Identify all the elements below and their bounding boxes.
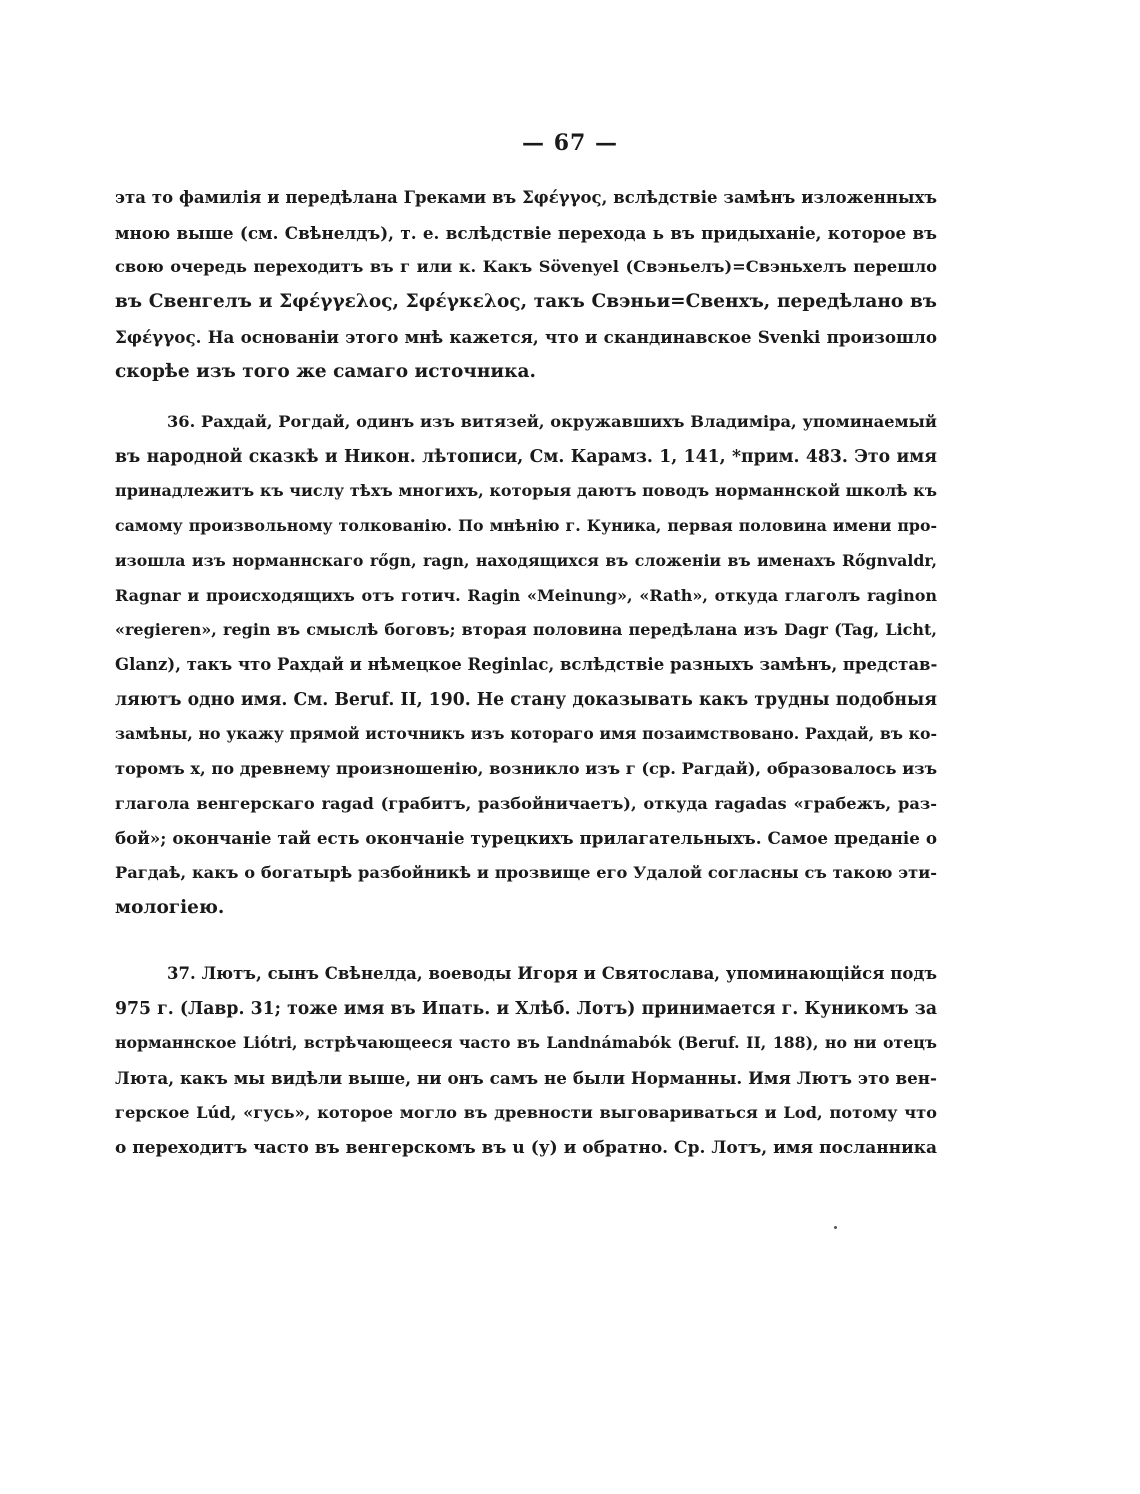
text-line: 975 г. (Лавр. 31; тоже имя въ Ипать. и Хлѣб. Лотъ) принимается г. Куникомъ за <box>115 998 937 1019</box>
text-line: герское Lúd, «гусь», которое могло въ древности выговариваться и Lod, потому что <box>115 1102 937 1122</box>
paragraph-36-rakhdai <box>115 405 937 926</box>
text-line: принадлежитъ къ числу тѣхъ многихъ, которыя даютъ поводъ норманнской школѣ къ <box>115 481 937 501</box>
text-line: глагола венгерскаго ragad (грабитъ, разбойничаетъ), откуда ragadas «грабежъ, раз- <box>115 793 937 813</box>
text-line: Glanz), такъ что Рахдай и нѣмецкое Reginlac, вслѣдствіе разныхъ замѣнъ, представ- <box>115 654 938 674</box>
text-line: самому произвольному толкованію. По мнѣнію г. Куника, первая половина имени про- <box>115 516 937 536</box>
text-line: скорѣе изъ того же самаго источника. <box>115 360 536 382</box>
text-line: эта то фамилія и передѣлана Греками въ Σφέγγος, вслѣдствіе замѣнъ изложенныхъ <box>115 188 937 207</box>
text-line: о переходитъ часто въ венгерскомъ въ u (у) и обратно. Ср. Лотъ, имя посланника <box>115 1137 937 1158</box>
text-line: Σφέγγος. На основаніи этого мнѣ кажется, что и скандинавское Svenki произошло <box>115 326 937 347</box>
text-line: «regieren», regin въ смыслѣ боговъ; вторая половина передѣлана изъ Dagr (Tag, Licht, <box>115 620 937 640</box>
text-line: Люта, какъ мы видѣли выше, ни онъ самъ не были Норманны. Имя Лютъ это вен- <box>115 1068 937 1089</box>
text-line: 36. Рахдай, Рогдай, одинъ изъ витязей, окружавшихъ Владиміра, упоминаемый <box>167 412 937 431</box>
scan-speck <box>834 1226 837 1229</box>
text-line: ляютъ одно имя. См. Beruf. II, 190. Не стану доказывать какъ трудны подобныя <box>115 689 937 710</box>
text-line: Рагдаѣ, какъ о богатырѣ разбойникѣ и прозвище его Удалой согласны съ такою эти- <box>115 863 937 883</box>
text-line: торомъ х, по древнему произношенію, возникло изъ г (ср. Рагдай), образовалось изъ <box>115 759 938 779</box>
text-line: бой»; окончаніе тай есть окончаніе турецкихъ прилагательныхъ. Самое преданіе о <box>115 828 937 849</box>
text-line: замѣны, но укажу прямой источникъ изъ котораго имя позаимствовано. Рахдай, въ ко- <box>115 724 937 744</box>
text-line: изошла изъ норманнскаго rőgn, ragn, находящихся въ сложеніи въ именахъ Rőgnvaldr, <box>115 550 937 570</box>
paragraph-37-liut <box>115 957 937 1165</box>
paragraph-continuation <box>115 181 937 389</box>
text-line: свою очередь переходитъ въ г или к. Какъ Sövenyel (Свэньелъ)=Свэньхелъ перешло <box>115 257 937 277</box>
text-line: мною выше (см. Свѣнелдъ), т. е. вслѣдствіе перехода ь въ придыханіе, которое въ <box>115 222 937 243</box>
text-line: Ragnar и происходящихъ отъ готич. Ragin «Meinung», «Rath», откуда глаголъ raginon <box>115 585 937 605</box>
text-line: въ Свенгелъ и Σφέγγελος, Σφέγκελος, такъ Свэньи=Свенхъ, передѣлано въ <box>115 291 937 313</box>
text-line: въ народной сказкѣ и Никон. лѣтописи, См. Карамз. 1, 141, *прим. 483. Это имя <box>115 446 937 467</box>
text-line: норманнское Liótri, встрѣчающееся часто въ Landnámabók (Beruf. II, 188), но ни отецъ <box>115 1033 937 1053</box>
page-number: — 67 — <box>522 130 618 156</box>
text-line: мологіею. <box>115 896 225 918</box>
text-line: 37. Лютъ, сынъ Свѣнелда, воеводы Игоря и Святослава, упоминающійся подъ <box>167 964 937 983</box>
